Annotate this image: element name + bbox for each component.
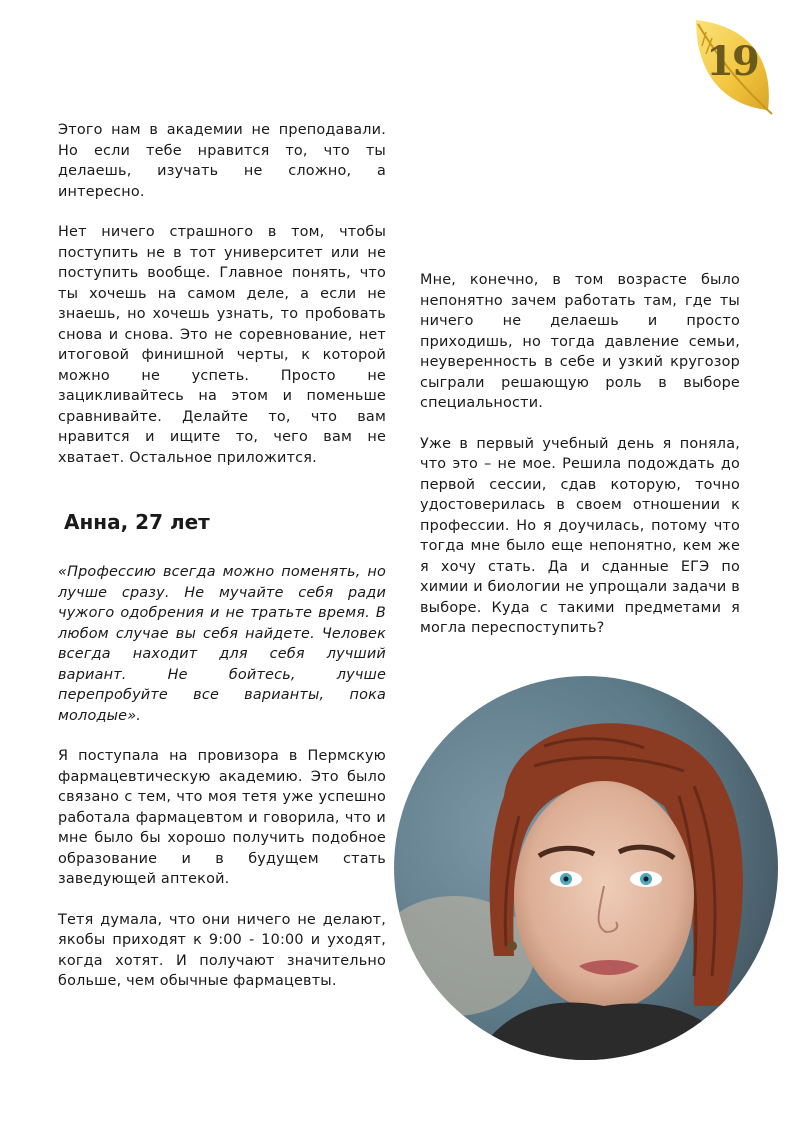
story-paragraph: Уже в первый учебный день я поняла, что это – не мое. Решила подождать до первой сессии, сдав которую, точно удостоверилась в своем отношении к профессии. Но я доучилась, потому что тогда мне было еще непонятно, кем же я хочу стать. Да и сданные ЕГЭ по химии и биологии не упрощали задачи в выборе. Куда с такими предметами я могла переспоступить? [420, 435, 740, 636]
intro-paragraph: Этого нам в академии не преподавали. Но если тебе нравится то, что ты делаешь, изучать не сложно, а интересно. [58, 122, 386, 200]
right-column [420, 270, 740, 659]
left-column [58, 120, 386, 488]
story-paragraph: Тетя думала, что они ничего не делают, якобы приходят к 9:00 - 10:00 и уходят, когда хотят. И получают значительно больше, чем обычные фармацевты. [58, 911, 386, 989]
page-number: 19 [706, 38, 758, 85]
story-paragraph: Мне, конечно, в том возрасте было непонятно зачем работать там, где ты ничего не делаешь и просто приходишь, но тогда давление семьи, неуверенность в себе и узкий кругозор сыграли решающую роль в выборе специальности. [420, 272, 740, 411]
story-paragraph: Я поступала на провизора в Пермскую фармацевтическую академию. Это было связано с тем, что моя тетя уже успешно работала фармацевтом и говорила, что и мне было бы хорошо получить подобное образование и в будущем стать заведующей аптекой. [58, 748, 386, 887]
intro-paragraph: Нет ничего страшного в том, чтобы поступить не в тот университет или не поступить вообще. Главное понять, что ты хочешь на самом деле, а если не знаешь, но хочешь узнать, то пробовать снова и снова. Это не соревнование, нет итоговой финишной черты, к которой можно не успеть. Просто не зацикливайтесь на этом и поменьше сравнивайте. Делайте то, что вам нравится и ищите то, чего вам не хватает. Остальное приложится. [58, 224, 386, 466]
section-heading: Анна, 27 лет [64, 510, 210, 534]
left-column-story [58, 562, 386, 1012]
portrait-photo [394, 676, 778, 1060]
quote-paragraph: «Профессию всегда можно поменять, но лучше сразу. Не мучайте себя ради чужого одобрения и не тратьте время. В любом случае вы себя найдете. Человек всегда находит для себя лучший вариант. Не бойтесь, лучше перепробуйте все варианты, пока молодые». [58, 564, 386, 724]
